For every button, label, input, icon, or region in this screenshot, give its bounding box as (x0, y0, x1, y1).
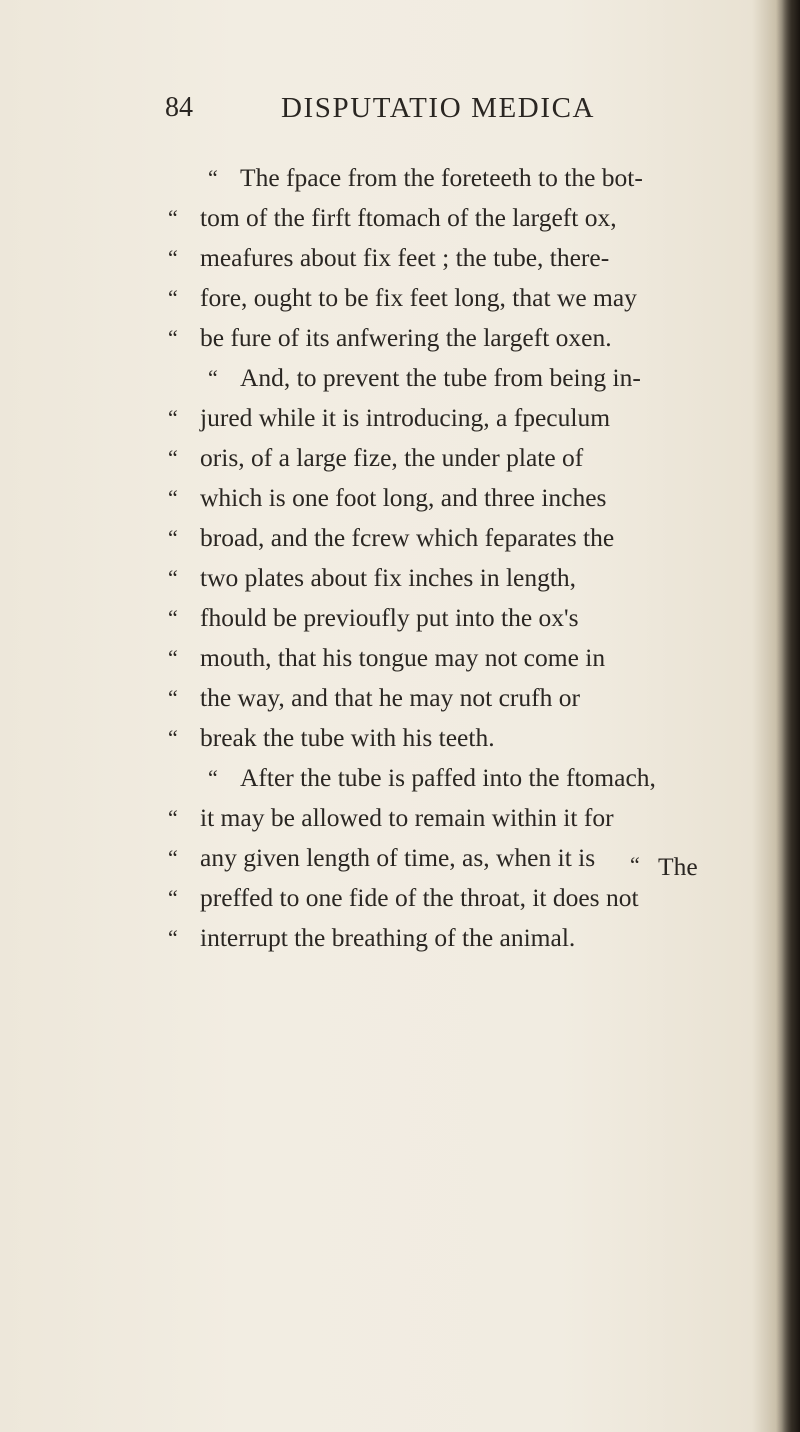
line-text: the way, and that he may not crufh or (200, 683, 581, 712)
text-line (168, 478, 606, 518)
line-text: any given length of time, as, when it is (200, 843, 596, 872)
line-text: which is one foot long, and three inches (200, 483, 607, 512)
text-line (168, 198, 617, 238)
text-line (168, 758, 656, 798)
quote-mark: “ (168, 725, 178, 750)
line-text: it may be allowed to remain within it for (200, 803, 614, 832)
quote-mark: “ (208, 765, 218, 790)
line-text: two plates about fix inches in length, (200, 563, 577, 592)
catchword (630, 852, 698, 882)
quote-mark: “ (168, 325, 178, 350)
quote-mark: “ (168, 565, 178, 590)
line-text: fore, ought to be fix feet long, that we may (200, 283, 637, 312)
text-line (168, 358, 641, 398)
quote-mark: “ (168, 685, 178, 710)
page-edge-shadow (782, 0, 800, 1432)
quote-mark: “ (168, 485, 178, 510)
line-text: mouth, that his tongue may not come in (200, 643, 606, 672)
quote-mark: “ (168, 805, 178, 830)
running-head: DISPUTATIO MEDICA (281, 92, 596, 124)
page-number: 84 (165, 92, 193, 123)
text-line (168, 838, 595, 878)
line-text: And, to prevent the tube from being in- (240, 363, 641, 392)
text-line (168, 398, 610, 438)
line-text: fhould be previoufly put into the ox's (200, 603, 579, 632)
text-line (168, 558, 576, 598)
text-line (168, 798, 614, 838)
quote-mark: “ (168, 405, 178, 430)
text-line (168, 158, 643, 198)
text-line (168, 638, 605, 678)
line-text: meafures about fix feet ; the tube, there- (200, 243, 610, 272)
catchword-text: The (658, 852, 698, 881)
line-text: After the tube is paffed into the ftomach, (240, 763, 656, 792)
line-text: be fure of its anfwering the largeft oxen. (200, 323, 612, 352)
line-text: jured while it is introducing, a fpeculum (200, 403, 611, 432)
quote-mark: “ (630, 852, 640, 877)
text-line (168, 438, 583, 478)
quote-mark: “ (168, 205, 178, 230)
line-text: The fpace from the foreteeth to the bot- (240, 163, 643, 192)
quote-mark: “ (168, 645, 178, 670)
text-line (168, 278, 637, 318)
page-header (0, 92, 800, 136)
line-text: broad, and the fcrew which feparates the (200, 523, 615, 552)
line-text: preffed to one fide of the throat, it does not (200, 883, 639, 912)
quote-mark: “ (168, 525, 178, 550)
text-line (168, 518, 614, 558)
quote-mark: “ (168, 445, 178, 470)
text-line (168, 678, 580, 718)
text-line (168, 318, 612, 358)
quote-mark: “ (168, 925, 178, 950)
quote-mark: “ (208, 165, 218, 190)
line-text: tom of the firft ftomach of the largeft ox, (200, 203, 617, 232)
quote-mark: “ (168, 285, 178, 310)
quote-mark: “ (168, 845, 178, 870)
text-line (168, 918, 575, 958)
text-line (168, 718, 495, 758)
quote-mark: “ (168, 885, 178, 910)
line-text: interrupt the breathing of the animal. (200, 923, 576, 952)
line-text: oris, of a large fize, the under plate of (200, 443, 584, 472)
text-line (168, 878, 639, 918)
line-text: break the tube with his teeth. (200, 723, 495, 752)
text-line (168, 238, 609, 278)
quote-mark: “ (168, 605, 178, 630)
text-line (168, 598, 579, 638)
quote-mark: “ (168, 245, 178, 270)
quote-mark: “ (208, 365, 218, 390)
